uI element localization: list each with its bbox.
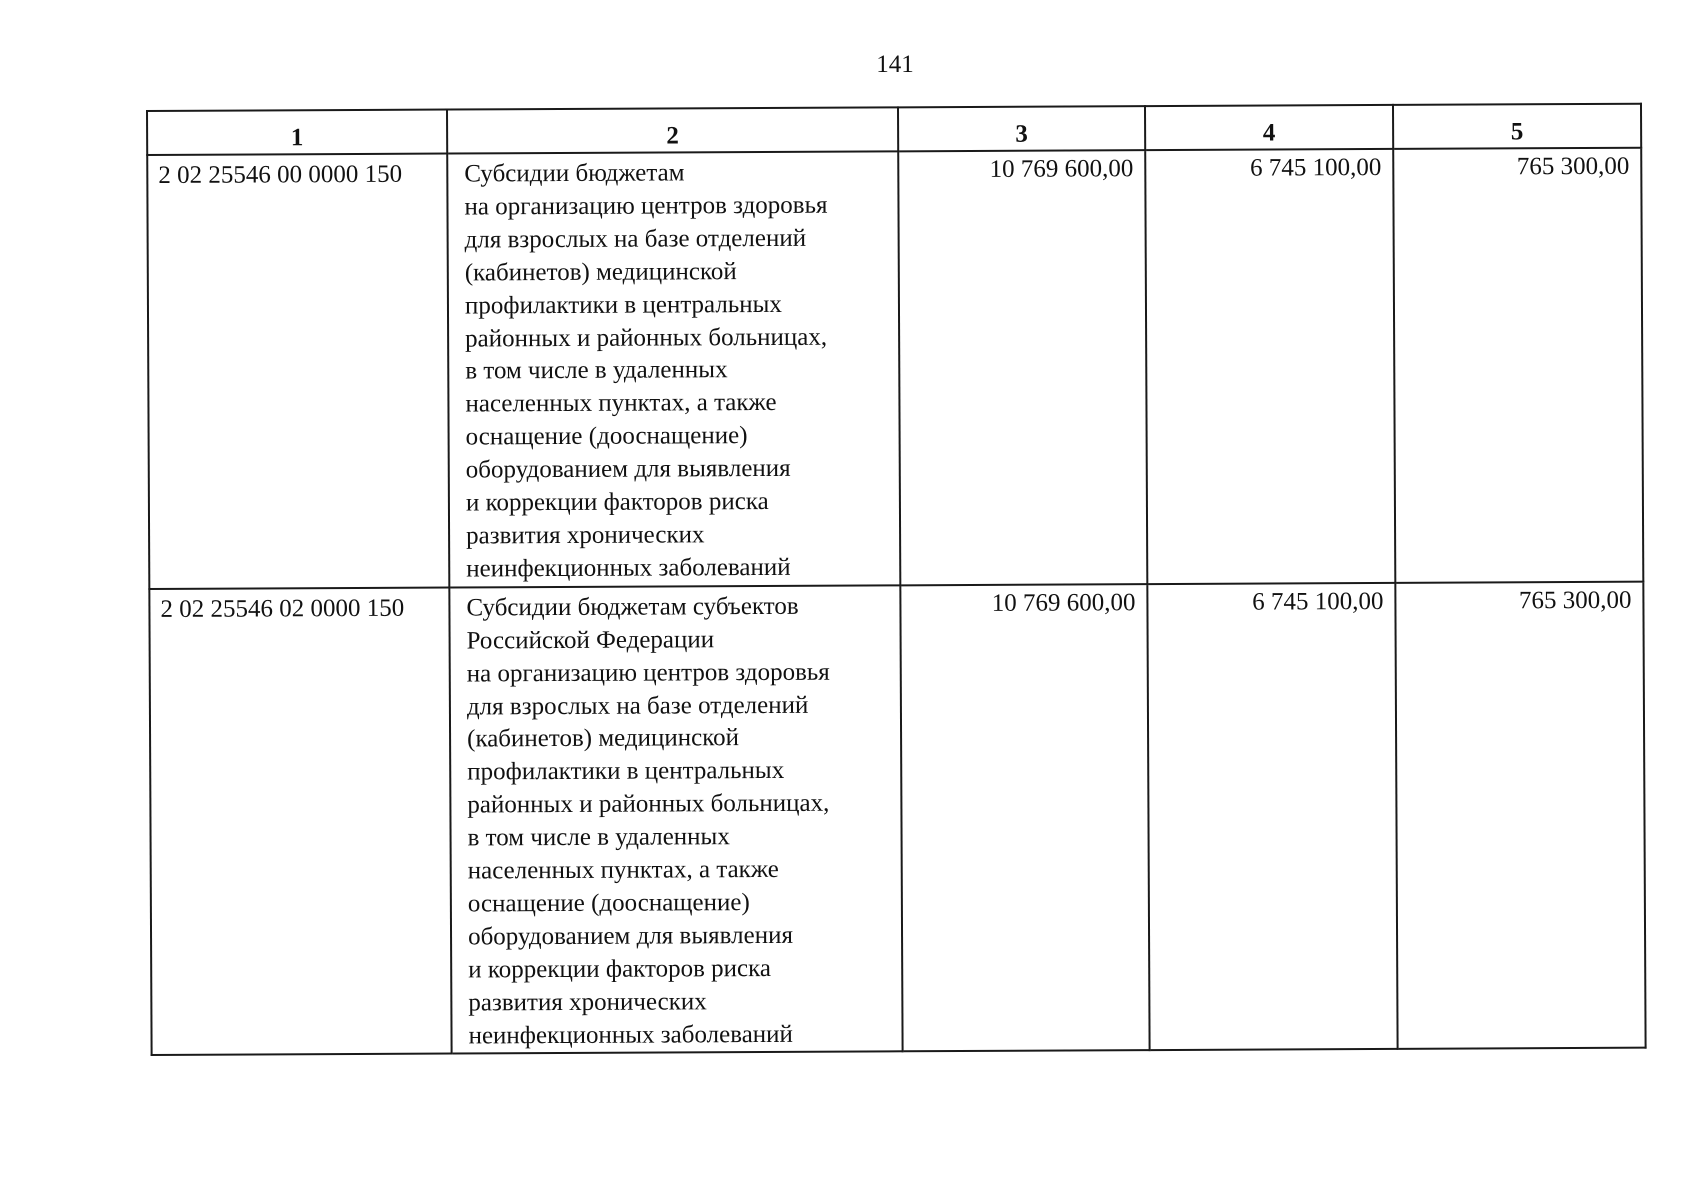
table-header-row — [147, 104, 1641, 155]
column-header-5: 5 — [1393, 104, 1641, 149]
description-line: на организацию центров здоровья — [466, 658, 830, 688]
amount-col4-cell: 6 745 100,00 — [1145, 149, 1395, 584]
description-line: населенных пунктах, а также — [465, 389, 777, 418]
description-line: (кабинетов) медицинской — [467, 724, 740, 753]
description-line: на организацию центров здоровья — [464, 191, 828, 221]
amount-col3-cell: 10 769 600,00 — [898, 150, 1147, 585]
description-line: развития хронических — [466, 521, 705, 550]
description-line: развития хронических — [468, 987, 707, 1017]
description-cell — [449, 585, 902, 1054]
description-line: неинфекционных заболеваний — [468, 1020, 793, 1049]
budget-code-cell: 2 02 25546 02 0000 150 — [149, 587, 451, 1055]
column-header-4: 4 — [1145, 105, 1393, 150]
description-line: в том числе в удаленных — [465, 356, 728, 385]
description-line: районных и районных больницах, — [467, 789, 830, 819]
description-line: оборудованием для выявления — [465, 455, 791, 484]
page-number: 141 — [876, 51, 914, 78]
column-header-1: 1 — [147, 110, 447, 155]
description-line: в том числе в удаленных — [467, 823, 730, 852]
description-cell — [447, 151, 900, 587]
description-line: неинфекционных заболеваний — [466, 553, 791, 583]
description-line: профилактики в центральных — [467, 757, 785, 786]
amount-col5-cell: 765 300,00 — [1393, 148, 1643, 583]
amount-col5-cell: 765 300,00 — [1395, 581, 1645, 1049]
description-line: и коррекции факторов риска — [465, 488, 769, 517]
description-line: оснащение (дооснащение) — [465, 422, 748, 451]
column-header-2: 2 — [447, 107, 898, 153]
table-row — [149, 581, 1645, 1055]
budget-table — [146, 103, 1647, 1057]
description-line: Субсидии бюджетам субъектов — [466, 592, 799, 622]
amount-col4-cell: 6 745 100,00 — [1147, 583, 1397, 1051]
budget-code-cell: 2 02 25546 00 0000 150 — [147, 154, 449, 589]
description-line: (кабинетов) медицинской — [464, 257, 737, 287]
description-line: Российской Федерации — [466, 625, 715, 655]
description-line: Субсидии бюджетам — [464, 159, 685, 188]
description-line: оборудованием для выявления — [467, 921, 793, 951]
description-line: населенных пунктах, а также — [467, 855, 779, 885]
description-line: для взрослых на базе отделений — [466, 691, 809, 720]
column-header-3: 3 — [898, 106, 1145, 151]
table-row — [147, 148, 1643, 589]
description-line: профилактики в центральных — [464, 290, 782, 320]
amount-col3-cell: 10 769 600,00 — [900, 584, 1149, 1052]
description-line: оснащение (дооснащение) — [467, 888, 750, 918]
description-line: и коррекции факторов риска — [468, 954, 772, 984]
description-line: для взрослых на базе отделений — [464, 224, 807, 254]
description-line: районных и районных больницах, — [465, 323, 828, 352]
